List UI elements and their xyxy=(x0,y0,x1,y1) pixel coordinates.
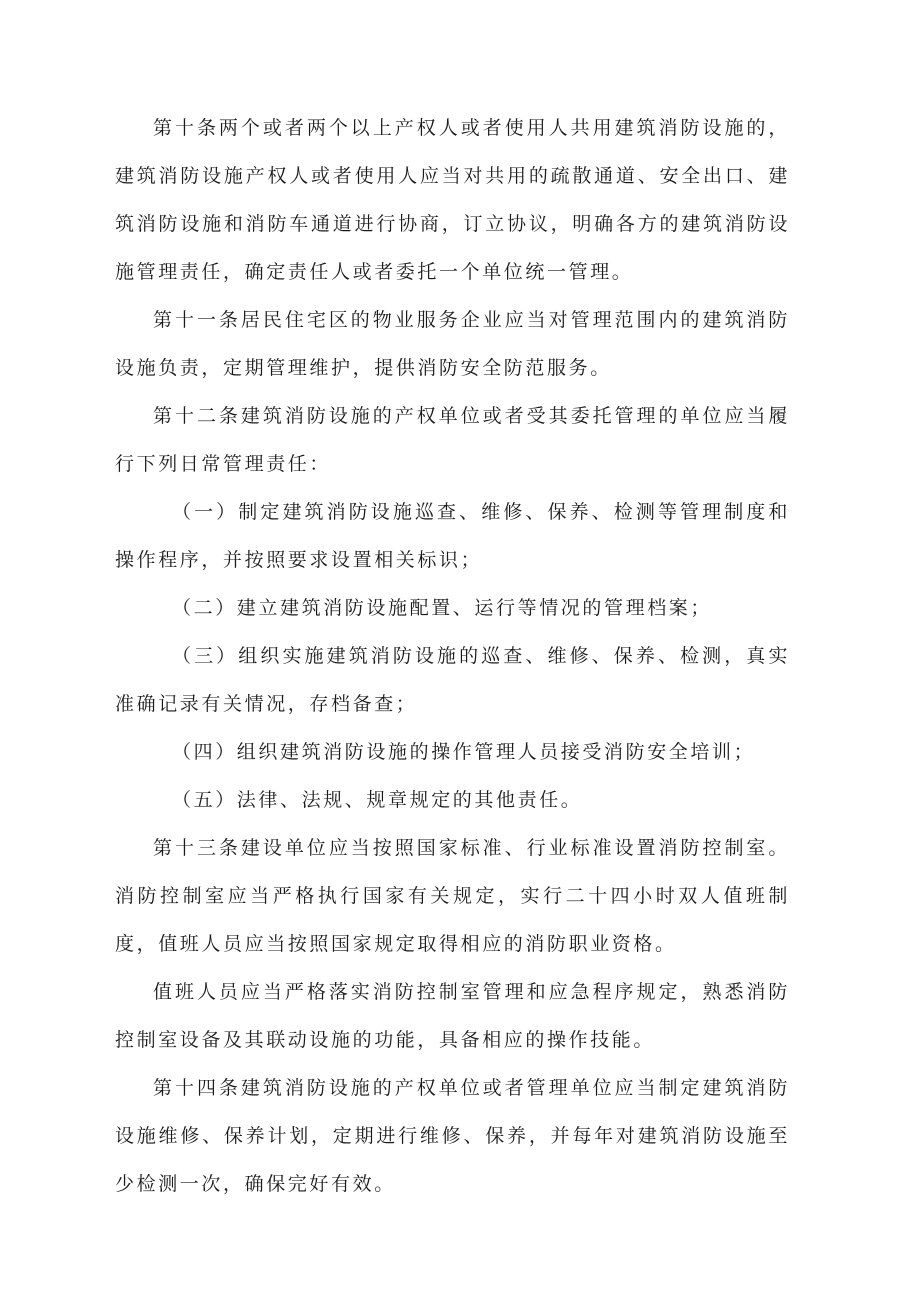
article-12-item-4: （四）组织建筑消防设施的操作管理人员接受消防安全培训； xyxy=(172,741,756,763)
article-10-paragraph: 第十条两个或者两个以上产权人或者使用人共用建筑消防设施的，建筑消防设施产权人或者使用人应当对共用的疏散通道、安全出口、建筑消防设施和消防车通道进行协商，订立协议，明确各方的建筑消防设施管理责任，确定责任人或者委托一个单位统一管理。 xyxy=(115,117,790,283)
article-13-continuation: 值班人员应当严格落实消防控制室管理和应急程序规定，熟悉消防控制室设备及其联动设施的功能，具备相应的操作技能。 xyxy=(115,981,790,1051)
article-14-paragraph: 第十四条建筑消防设施的产权单位或者管理单位应当制定建筑消防设施维修、保养计划，定期进行维修、保养，并每年对建筑消防设施至少检测一次，确保完好有效。 xyxy=(115,1077,790,1195)
article-11-paragraph: 第十一条居民住宅区的物业服务企业应当对管理范围内的建筑消防设施负责，定期管理维护，提供消防安全防范服务。 xyxy=(115,309,790,379)
article-13-paragraph: 第十三条建设单位应当按照国家标准、行业标准设置消防控制室。消防控制室应当严格执行国家有关规定，实行二十四小时双人值班制度，值班人员应当按照国家规定取得相应的消防职业资格。 xyxy=(115,837,790,955)
article-12-item-1: （一）制定建筑消防设施巡查、维修、保养、检测等管理制度和操作程序，并按照要求设置相关标识； xyxy=(115,501,790,571)
article-12-item-5: （五）法律、法规、规章规定的其他责任。 xyxy=(172,789,583,811)
article-12-item-3: （三）组织实施建筑消防设施的巡查、维修、保养、检测，真实准确记录有关情况，存档备查； xyxy=(115,645,790,715)
document-body xyxy=(115,104,790,1208)
article-12-paragraph: 第十二条建筑消防设施的产权单位或者受其委托管理的单位应当履行下列日常管理责任： xyxy=(115,405,790,475)
article-12-item-2: （二）建立建筑消防设施配置、运行等情况的管理档案； xyxy=(172,597,713,619)
